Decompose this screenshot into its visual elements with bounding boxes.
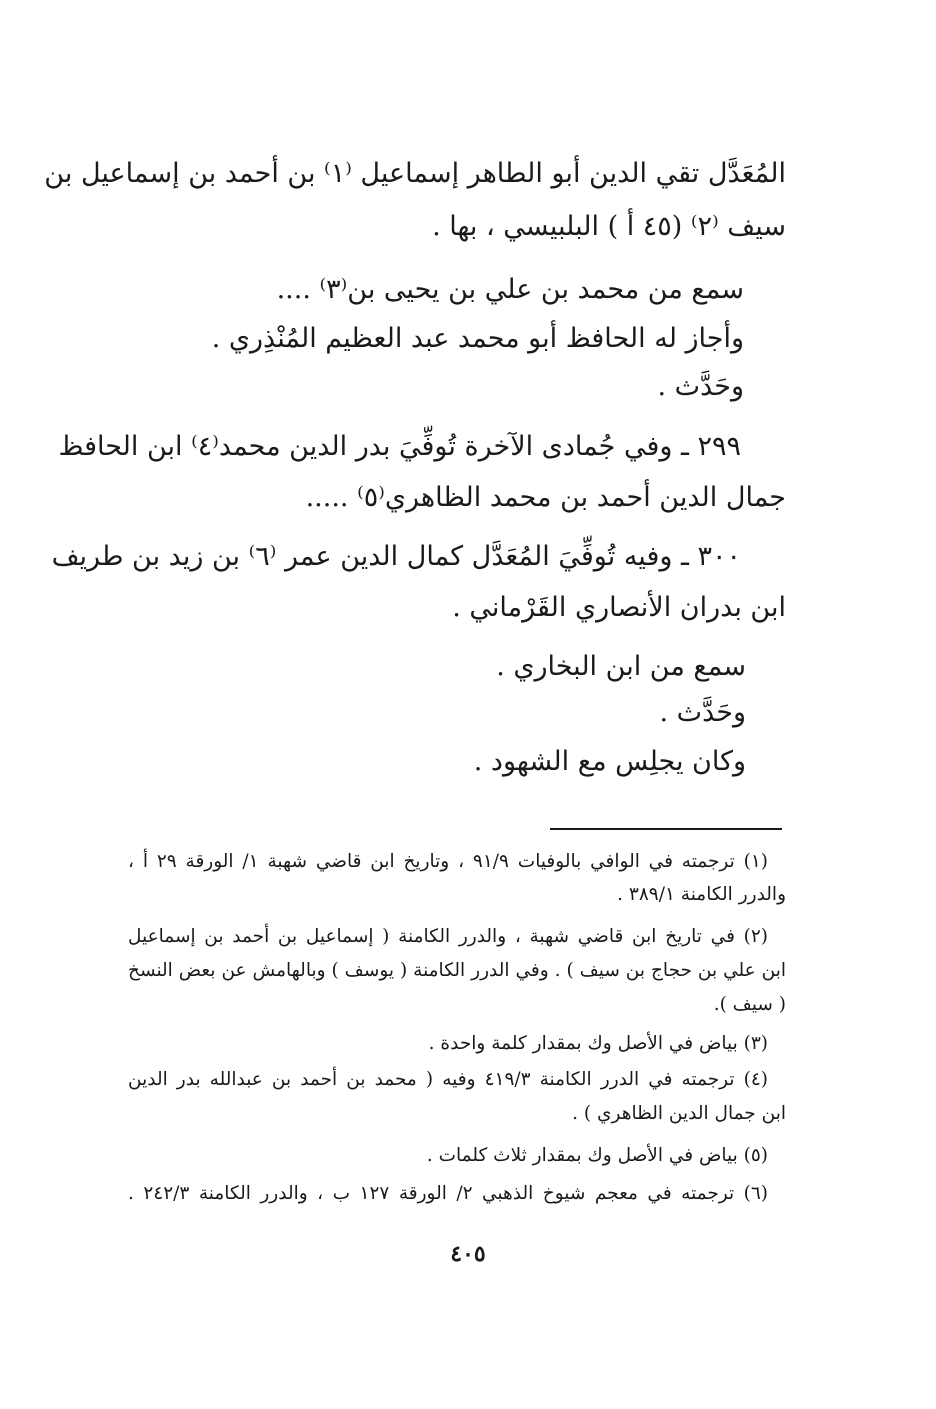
text-line-3: سمع من محمد بن علي بن يحيى بن⁽٣⁾ .... — [276, 274, 744, 305]
footnote-1-line-1: (١) ترجمته في الوافي بالوفيات ٩١/٩ ، وتاريخ ابن قاضي شهبة ١/ الورقة ٢٩ أ ، — [128, 851, 769, 872]
footnote-5: (٥) بياض في الأصل وك بمقدار ثلاث كلمات . — [426, 1145, 768, 1166]
footnote-2-line-2: ابن علي بن حجاج بن سيف ) . وفي الدرر الكامنة ( يوسف ) وبالهامش عن بعض النسخ — [128, 960, 786, 981]
entry-300-line-2: ابن بدران الأنصاري القَرْماني . — [452, 592, 786, 623]
footnote-4-line-2: ابن جمال الدين الظاهري ) . — [572, 1103, 786, 1124]
text-line-2: سيف ⁽٢⁾ (٤٥ أ ) البلبيسي ، بها . — [432, 211, 786, 242]
entry-299-line-2: جمال الدين أحمد بن محمد الظاهري⁽٥⁾ ..... — [305, 482, 786, 513]
footnote-3: (٣) بياض في الأصل وك بمقدار كلمة واحدة . — [428, 1033, 768, 1054]
footnote-2-line-1: (٢) في تاريخ ابن قاضي شهبة ، والدرر الكامنة ( إسماعيل بن أحمد بن إسماعيل — [128, 926, 768, 947]
footnote-2-line-3: ( سيف ). — [713, 994, 786, 1015]
text-line-10: سمع من ابن البخاري . — [496, 651, 746, 682]
text-line-4: وأجاز له الحافظ أبو محمد عبد العظيم المُنْذِري . — [211, 323, 744, 354]
entry-300-line-1: ٣٠٠ ـ وفيه تُوفِّيَ المُعَدَّل كمال الدين عمر ⁽٦⁾ بن زيد بن طريف — [51, 541, 741, 572]
text-line-1: المُعَدَّل تقي الدين أبو الطاهر إسماعيل ⁽١⁾ بن أحمد بن إسماعيل بن — [44, 158, 786, 189]
footnote-4-line-1: (٤) ترجمته في الدرر الكامنة ٤١٩/٣ وفيه ( محمد بن أحمد بن عبدالله بدر الدين — [128, 1069, 768, 1090]
text-line-5: وحَدَّث . — [657, 371, 744, 402]
footnote-6: (٦) ترجمته في معجم شيوخ الذهبي ٢/ الورقة ١٢٧ ب ، والدرر الكامنة ٢٤٢/٣ . — [128, 1183, 769, 1204]
text-line-12: وكان يجلِس مع الشهود . — [473, 746, 746, 777]
entry-299-line-1: ٢٩٩ ـ وفي جُمادى الآخرة تُوفِّيَ بدر الدين محمد⁽٤⁾ ابن الحافظ — [58, 431, 741, 462]
footnote-1-line-2: والدرر الكامنة ٣٨٩/١ . — [617, 884, 786, 905]
page-number: ٤٠٥ — [450, 1241, 486, 1267]
footnote-separator — [550, 828, 782, 830]
text-line-11: وحَدَّث . — [659, 697, 746, 728]
